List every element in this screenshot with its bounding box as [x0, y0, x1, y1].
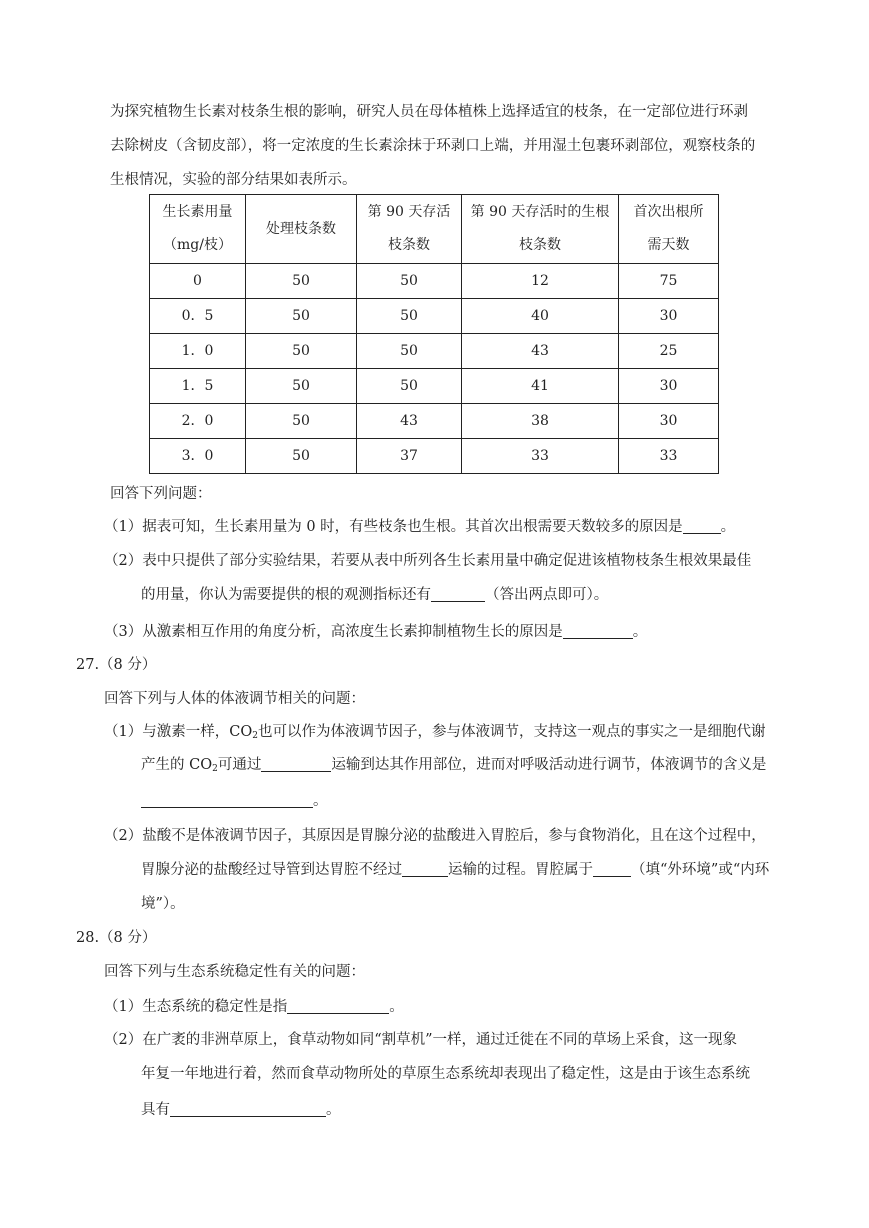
q27-part-2-line-1: （2）盐酸不是体液调节因子，其原因是胃腺分泌的盐酸进入胃腔后，参与食物消化，且在这个过程中， [104, 828, 766, 844]
table-cell: 50 [357, 299, 462, 334]
table-row [150, 264, 719, 299]
table-cell: 43 [462, 334, 619, 369]
q27-header: 27.（8 分） [76, 657, 157, 673]
q28-header: 28.（8 分） [76, 930, 157, 946]
q27-part-1-line-1: （1）与激素一样，$CO_2$也可以作为体液调节因子，参与体液调节，支持这一观点的事实之一是细胞代谢 [104, 724, 766, 741]
table-row [150, 439, 719, 474]
table-cell: 30 [619, 299, 719, 334]
table-cell: 50 [246, 404, 357, 439]
q26-part-2-line-1: （2）表中只提供了部分实验结果，若要从表中所列各生长素用量中确定促进该植物枝条生根效果最佳 [104, 553, 752, 569]
table-cell: 12 [462, 264, 619, 299]
q27-part-2-line-3: 境”）。 [141, 896, 185, 912]
table-cell: 50 [357, 334, 462, 369]
answer-blank[interactable] [261, 757, 331, 773]
table-row [150, 334, 719, 369]
table-cell: 38 [462, 404, 619, 439]
q27-part-1-line-2: 产生的 $CO_2$可通过 运输到达其作用部位，进而对呼吸活动进行调节，体液调节的含义是 [141, 757, 767, 774]
table-cell: 1．0 [150, 334, 246, 369]
table-cell: 50 [357, 369, 462, 404]
table-cell: 50 [246, 439, 357, 474]
answer-blank[interactable] [141, 793, 313, 809]
table-cell: 0．5 [150, 299, 246, 334]
answer-blank[interactable] [431, 587, 485, 603]
table-cell: 50 [246, 264, 357, 299]
table-cell: 41 [462, 369, 619, 404]
header-rooting-count: 第 90 天存活时的生根 枝条数 [462, 195, 619, 264]
table-row [150, 369, 719, 404]
table-cell: 1．5 [150, 369, 246, 404]
q26-part-3: （3）从激素相互作用的角度分析，高浓度生长素抑制植物生长的原因是 。 [104, 624, 648, 640]
table-cell: 50 [357, 264, 462, 299]
answer-blank[interactable] [402, 862, 448, 878]
q26-answer-prompt: 回答下列问题： [110, 486, 212, 502]
table-cell: 75 [619, 264, 719, 299]
header-days-to-root: 首次出根所 需天数 [619, 195, 719, 264]
q28-part-2-line-3: 具有 。 [141, 1102, 341, 1118]
q27-part-1-line-3: 。 [141, 789, 328, 810]
table-cell: 2．0 [150, 404, 246, 439]
q28-part-2-line-1: （2）在广袤的非洲草原上，食草动物如同“割草机”一样，通过迁徙在不同的草场上采食，这一现象 [104, 1032, 738, 1048]
answer-blank[interactable] [593, 862, 631, 878]
table-row [150, 299, 719, 334]
table-header-row [150, 195, 719, 264]
table-cell: 3．0 [150, 439, 246, 474]
table-cell: 25 [619, 334, 719, 369]
table-cell: 30 [619, 369, 719, 404]
q28-intro: 回答下列与生态系统稳定性有关的问题： [104, 964, 365, 980]
table-cell: 33 [462, 439, 619, 474]
table-cell: 50 [246, 334, 357, 369]
table-cell: 37 [357, 439, 462, 474]
q26-part-1: （1）据表可知，生长素用量为 0 时，有些枝条也生根。其首次出根需要天数较多的原因是 。 [104, 519, 736, 535]
table-cell: 50 [246, 299, 357, 334]
q26-part-2-line-2: 的用量，你认为需要提供的根的观测指标还有 （答出两点即可）。 [141, 587, 609, 603]
intro-line-3: 生根情况，实验的部分结果如表所示。 [110, 172, 357, 188]
q28-part-1: （1）生态系统的稳定性是指 。 [104, 999, 404, 1015]
table-cell: 30 [619, 404, 719, 439]
table-cell: 40 [462, 299, 619, 334]
answer-blank[interactable] [563, 624, 633, 640]
intro-line-2: 去除树皮（含韧皮部），将一定浓度的生长素涂抹于环剥口上端，并用湿土包裹环剥部位，观察枝条的 [110, 138, 756, 154]
q27-part-2-line-2: 胃腺分泌的盐酸经过导管到达胃腔不经过 运输的过程。胃腔属于 （填“外环境”或“内环 [141, 862, 770, 878]
answer-blank[interactable] [683, 519, 721, 535]
table-cell: 50 [246, 369, 357, 404]
table-cell: 0 [150, 264, 246, 299]
table-cell: 33 [619, 439, 719, 474]
table-cell: 43 [357, 404, 462, 439]
table-row [150, 404, 719, 439]
header-auxin-dose: 生长素用量 （mg/枝） [150, 195, 246, 264]
results-table [149, 194, 719, 474]
q27-intro: 回答下列与人体的体液调节相关的问题： [104, 691, 365, 707]
header-survival-count: 第 90 天存活 枝条数 [357, 195, 462, 264]
header-treated-count: 处理枝条数 [246, 195, 357, 264]
answer-blank[interactable] [287, 999, 389, 1015]
intro-line-1: 为探究植物生长素对枝条生根的影响，研究人员在母体植株上选择适宜的枝条，在一定部位进行环剥 [110, 104, 748, 120]
q28-part-2-line-2: 年复一年地进行着，然而食草动物所处的草原生态系统却表现出了稳定性，这是由于该生态系统 [141, 1066, 750, 1082]
answer-blank[interactable] [170, 1102, 326, 1118]
